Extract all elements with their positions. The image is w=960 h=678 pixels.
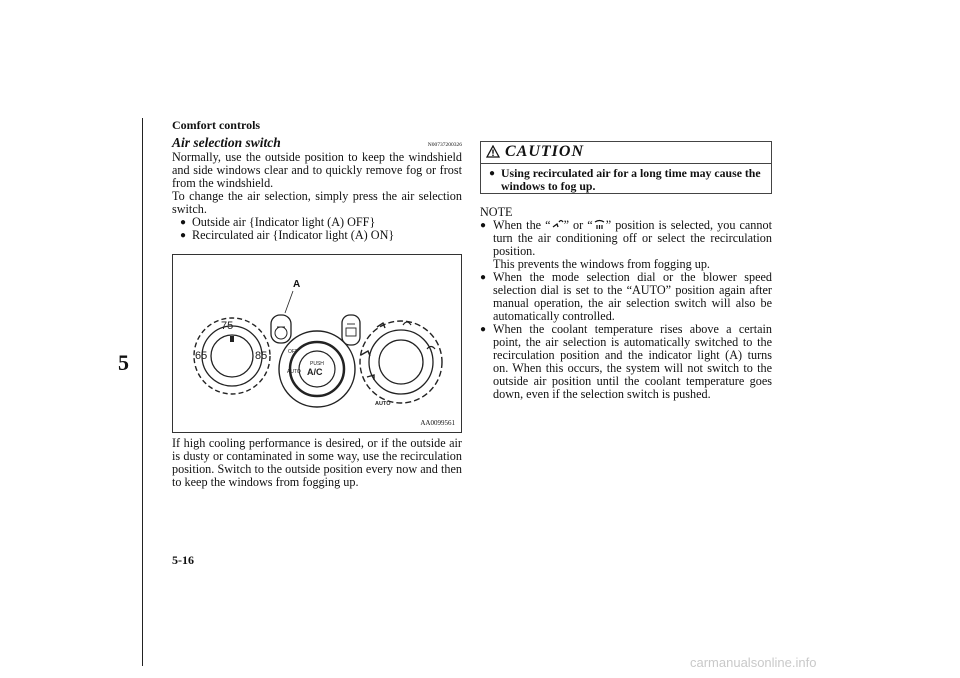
note-text: ” or “ (563, 218, 593, 232)
bullet-icon: ● (489, 168, 496, 179)
temp-label-85: 85 (255, 350, 268, 362)
temp-label-75: 75 (221, 320, 234, 332)
note-section (480, 206, 772, 401)
chapter-number: 5 (118, 350, 129, 375)
list-item: ● When the coolant temperature rises above a certain point, the air selection is automatically switched to the recirculation position and the indicator light (A) turns on. When this occurs, the system will not switch to the outside air position until the coolant temperature goes down, even if the selection switch is pushed. (480, 323, 772, 401)
running-header: Comfort controls (172, 118, 261, 132)
caution-box (480, 141, 772, 194)
blower-auto-label: AUTO (287, 369, 301, 375)
mode-auto-label: AUTO (375, 401, 391, 407)
defrost-foot-mode-icon (551, 219, 564, 231)
rear-defroster-button (342, 315, 360, 345)
ac-push-label: PUSH (310, 361, 324, 367)
list-item: ● Outside air {Indicator light (A) OFF} (180, 216, 462, 229)
control-panel-figure (172, 254, 462, 433)
note-list (480, 219, 772, 401)
section-instruction: To change the air selection, simply press the air selection switch. (172, 189, 462, 216)
note-title: NOTE (480, 205, 513, 219)
section-code: N00737200326 (427, 142, 462, 148)
page-number: 5-16 (172, 553, 194, 567)
defrost-mode-icon (593, 219, 606, 231)
ac-label: A/C (307, 367, 323, 377)
blower-off-label: OFF (288, 349, 298, 355)
section-title-text: Air selection switch (172, 135, 281, 150)
air-option-list (172, 216, 462, 242)
watermark: carmanualsonline.info (690, 655, 817, 670)
caution-body (481, 164, 771, 193)
section-intro: Normally, use the outside position to keep the windshield and side windows clear and to quickly remove fog or frost from the windshield. (172, 150, 462, 190)
caution-text: Using recirculated air for a long time may cause the windows to fog up. (501, 166, 761, 193)
note-text: When the “ (493, 218, 551, 232)
climate-panel-illustration (173, 255, 461, 432)
temperature-dial (194, 318, 270, 394)
figure-code: AA0099561 (420, 419, 455, 427)
note-text: ” position is selected, you cannot turn the air conditioning off or select the recirculation position. (493, 218, 772, 258)
section-title (172, 136, 462, 149)
temp-label-65: 65 (195, 350, 208, 362)
chapter-divider (142, 118, 143, 666)
caution-header (481, 142, 771, 164)
list-item (480, 219, 772, 271)
list-item: ● Recirculated air {Indicator light (A) ON} (180, 229, 462, 242)
indicator-a-label: A (293, 279, 301, 290)
mode-dial (360, 321, 442, 407)
section-air-selection (172, 136, 462, 242)
note-text: This prevents the windows from fogging up. (493, 257, 710, 271)
recirculation-advice (172, 437, 462, 489)
air-selection-button (271, 291, 293, 343)
warning-triangle-icon (486, 145, 500, 158)
advice-text: If high cooling performance is desired, or if the outside air is dusty or contaminated in some way, use the recirculation position. Switch to the outside position every now and then to keep the windows from fogging up. (172, 436, 462, 489)
list-item: ● When the mode selection dial or the blower speed selection dial is set to the “AUTO” position again after manual operation, the air selection switch will also be automatically controlled. (480, 271, 772, 323)
caution-title: CAUTION (505, 143, 585, 160)
